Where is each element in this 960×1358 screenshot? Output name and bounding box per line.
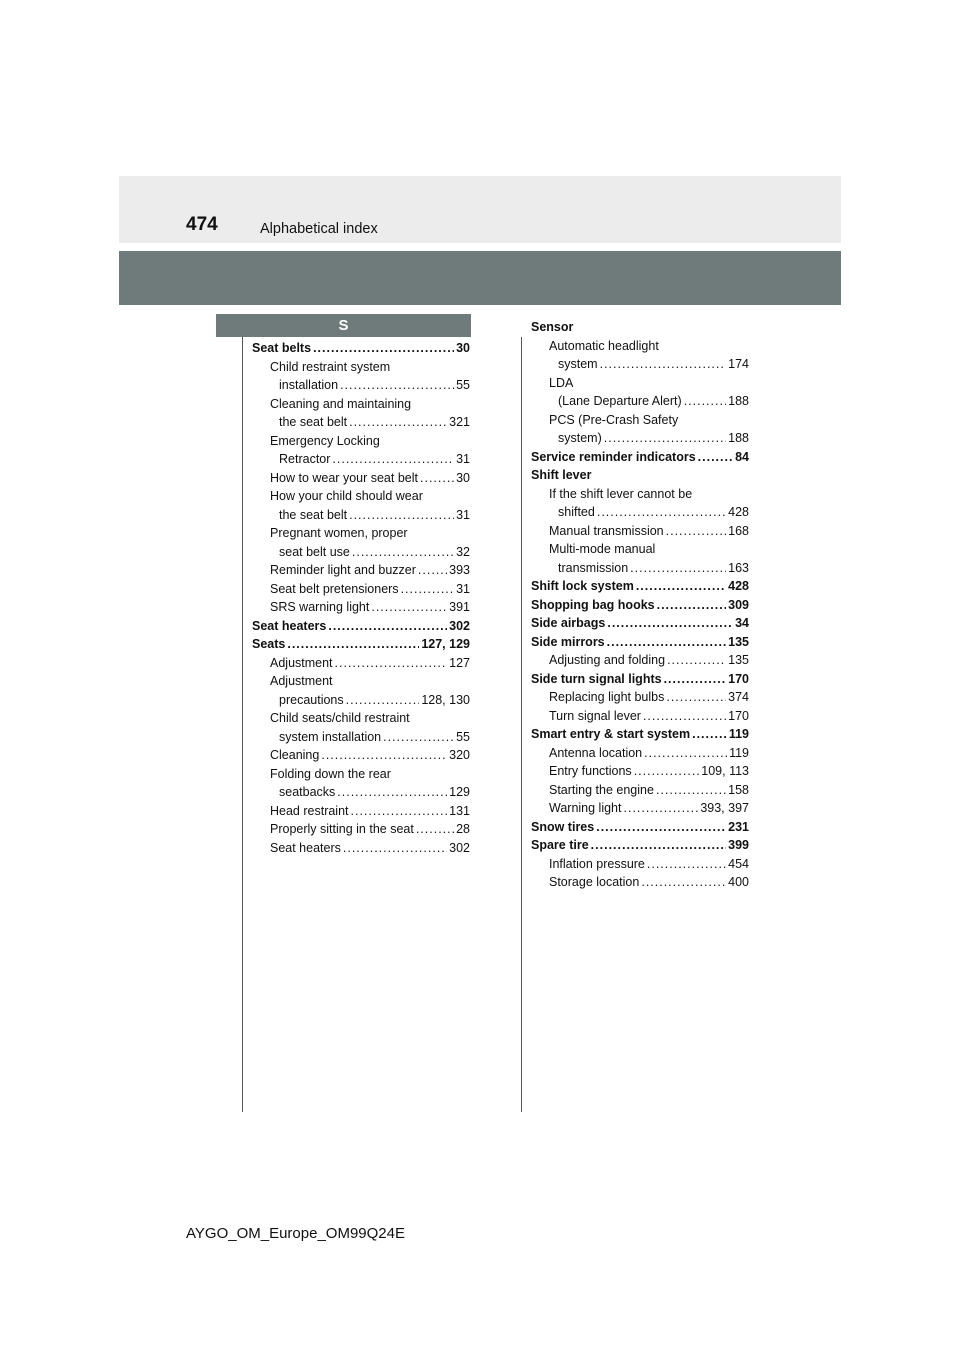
index-entry (531, 448, 749, 467)
index-entry (531, 503, 749, 522)
index-page-ref: 129 (449, 785, 470, 799)
index-entry (252, 783, 470, 802)
index-term: Seat belt pretensioners (270, 581, 399, 596)
index-page-ref: 309 (728, 597, 749, 612)
dot-leader (636, 577, 726, 596)
index-page-ref: 55 (456, 378, 470, 392)
index-entry (531, 818, 749, 837)
index-entry: LDA (549, 375, 574, 390)
index-entry (531, 522, 749, 541)
index-page-ref: 31 (456, 452, 470, 466)
index-entry (252, 746, 470, 765)
index-page-ref: 391 (449, 600, 470, 614)
index-term: Manual transmission (549, 523, 664, 538)
dot-leader (634, 762, 700, 781)
index-entry: Emergency Locking (270, 433, 380, 448)
index-term: Seat heaters (252, 618, 327, 633)
index-page-ref: 399 (728, 838, 749, 852)
index-term: Smart entry & start system (531, 727, 691, 741)
dot-leader (607, 633, 727, 652)
index-page-ref: 109, 113 (701, 764, 749, 778)
index-entry (252, 654, 470, 673)
index-entry: Child restraint system (270, 359, 391, 374)
index-page-ref: 428 (728, 579, 749, 593)
dot-leader (328, 617, 447, 636)
index-term: Service reminder indicators (531, 449, 696, 464)
index-page-ref: 400 (728, 875, 749, 889)
index-term: system installation (279, 729, 382, 744)
index-entry (252, 598, 470, 617)
index-entry: Adjustment (270, 674, 333, 688)
index-entry: How your child should wear (270, 489, 423, 503)
index-entry: Shift lever (531, 468, 592, 482)
index-term: Warning light (549, 801, 622, 815)
index-term: Adjustment (270, 655, 333, 670)
index-entry (531, 392, 749, 411)
index-term: Properly sitting in the seat (270, 822, 414, 836)
index-entry (531, 799, 749, 818)
index-entry (531, 688, 749, 707)
index-entry (531, 355, 749, 374)
index-page-ref: 320 (449, 748, 470, 762)
index-term: system (558, 357, 598, 371)
dot-leader (335, 654, 448, 673)
index-page-ref: 135 (728, 634, 749, 649)
index-page-ref: 128, 130 (421, 692, 470, 707)
index-page-ref: 55 (456, 729, 470, 744)
index-entry (252, 450, 470, 469)
index-entry (531, 873, 749, 892)
index-column-right (531, 318, 749, 892)
index-entry (252, 543, 470, 562)
index-term: SRS warning light (270, 600, 370, 614)
index-term: Inflation pressure (549, 856, 645, 871)
index-term: Adjusting and folding (549, 653, 666, 667)
index-term: Shift lock system (531, 579, 634, 593)
index-page-ref: 30 (456, 470, 470, 485)
left-column-rule (242, 337, 243, 1112)
page-number: 474 (186, 214, 218, 235)
index-term: Reminder light and buzzer (270, 563, 416, 577)
index-page-ref: 428 (728, 505, 749, 519)
index-entry: Child seats/child restraint (270, 711, 410, 725)
index-entry (252, 728, 470, 747)
index-entry (531, 429, 749, 448)
index-page-ref: 302 (449, 840, 470, 855)
dot-leader (349, 413, 447, 432)
index-entry: If the shift lever cannot be (549, 486, 693, 501)
dot-leader (667, 651, 726, 670)
index-term: Snow tires (531, 819, 595, 834)
index-page-ref: 454 (728, 856, 749, 871)
index-page-ref: 170 (728, 708, 749, 723)
index-term: Seat heaters (270, 840, 341, 855)
index-entry (531, 725, 749, 744)
index-entry (252, 413, 470, 432)
dot-leader (591, 836, 726, 855)
index-term: Replacing light bulbs (549, 690, 665, 704)
index-entry (252, 820, 470, 839)
index-entry (531, 559, 749, 578)
index-entry (531, 781, 749, 800)
index-term: the seat belt (279, 507, 348, 522)
dot-leader (692, 725, 727, 744)
index-page-ref: 393, 397 (700, 801, 749, 815)
dot-leader (666, 688, 726, 707)
header-band (119, 176, 841, 243)
index-term: system) (558, 431, 602, 445)
index-entry (531, 670, 749, 689)
index-term: transmission (558, 560, 629, 575)
index-entry (252, 635, 470, 654)
dot-leader (597, 503, 726, 522)
index-page-ref: 231 (728, 819, 749, 834)
index-entry (531, 633, 749, 652)
dot-leader (287, 635, 419, 654)
index-entry (531, 744, 749, 763)
index-term: Antenna location (549, 745, 643, 760)
index-entry (252, 469, 470, 488)
dot-leader (644, 744, 727, 763)
index-term: Shopping bag hooks (531, 597, 655, 612)
index-entry (531, 707, 749, 726)
dot-leader (401, 580, 455, 599)
index-page-ref: 119 (729, 745, 749, 760)
index-page-ref: 32 (456, 544, 470, 559)
index-term: precautions (279, 692, 344, 707)
index-term: Side turn signal lights (531, 671, 662, 686)
dot-leader (352, 543, 454, 562)
index-entry (531, 614, 749, 633)
dot-leader (666, 522, 727, 541)
index-page-ref: 168 (728, 523, 749, 538)
index-entry (531, 762, 749, 781)
index-entry (252, 839, 470, 858)
index-entry: Multi-mode manual (549, 542, 656, 556)
index-term: the seat belt (279, 415, 348, 429)
index-letter-heading: S (216, 314, 471, 337)
dot-leader (349, 506, 454, 525)
dot-leader (600, 355, 727, 374)
index-page-ref: 84 (735, 449, 749, 464)
dot-leader (698, 448, 733, 467)
dot-leader (343, 839, 447, 858)
index-page-ref: 135 (728, 653, 749, 667)
index-term: Seats (252, 637, 286, 651)
index-page-ref: 28 (456, 822, 470, 836)
index-entry (252, 561, 470, 580)
dot-leader (340, 376, 454, 395)
index-entry (531, 836, 749, 855)
dot-leader (641, 873, 726, 892)
index-term: Turn signal lever (549, 708, 641, 723)
index-term: Side mirrors (531, 634, 605, 649)
index-entry: Automatic headlight (549, 338, 659, 353)
dot-leader (346, 691, 420, 710)
index-page-ref: 127, 129 (421, 637, 470, 651)
dot-leader (416, 820, 454, 839)
dot-leader (624, 799, 699, 818)
index-page-ref: 31 (456, 507, 470, 522)
index-term: seatbacks (279, 785, 336, 799)
index-page-ref: 188 (728, 431, 749, 445)
index-entry: Pregnant women, proper (270, 526, 408, 540)
index-entry (252, 376, 470, 395)
index-term: Entry functions (549, 764, 632, 778)
index-term: seat belt use (279, 544, 350, 559)
index-entry (531, 651, 749, 670)
right-column-rule (521, 337, 522, 1112)
dot-leader (337, 783, 447, 802)
index-page-ref: 31 (456, 581, 470, 596)
index-entry: Folding down the rear (270, 766, 391, 781)
document-footer: AYGO_OM_Europe_OM99Q24E (186, 1225, 405, 1242)
index-entry (252, 339, 470, 358)
index-term: How to wear your seat belt (270, 470, 418, 485)
dot-leader (657, 596, 727, 615)
index-entry: Sensor (531, 320, 574, 334)
index-page-ref: 163 (728, 560, 749, 575)
index-entry (531, 855, 749, 874)
dot-leader (420, 469, 454, 488)
index-entry (531, 577, 749, 596)
index-term: Retractor (279, 452, 331, 466)
index-page-ref: 30 (456, 341, 470, 355)
index-column-left (252, 339, 470, 857)
index-term: shifted (558, 505, 595, 519)
index-entry (252, 802, 470, 821)
index-term: Side airbags (531, 616, 606, 630)
index-page-ref: 374 (728, 690, 749, 704)
dot-leader (643, 707, 726, 726)
index-page-ref: 321 (449, 415, 470, 429)
index-page-ref: 302 (449, 618, 470, 633)
index-entry: Cleaning and maintaining (270, 396, 412, 411)
index-term: (Lane Departure Alert) (558, 394, 682, 408)
index-term: Head restraint (270, 803, 349, 818)
index-entry (252, 506, 470, 525)
index-term: Storage location (549, 875, 640, 889)
index-term: installation (279, 378, 339, 392)
index-page-ref: 393 (449, 563, 470, 577)
index-entry (531, 596, 749, 615)
dot-leader (604, 429, 726, 448)
dot-leader (383, 728, 454, 747)
dot-leader (630, 559, 726, 578)
dot-leader (313, 339, 454, 358)
dot-leader (371, 598, 447, 617)
dot-leader (418, 561, 447, 580)
index-page-ref: 158 (728, 782, 749, 797)
index-term: Spare tire (531, 838, 589, 852)
section-title: Alphabetical index (260, 221, 378, 237)
grey-banner (119, 251, 841, 305)
dot-leader (351, 802, 448, 821)
dot-leader (664, 670, 727, 689)
index-page-ref: 131 (449, 803, 470, 818)
index-page-ref: 188 (728, 394, 749, 408)
dot-leader (607, 614, 733, 633)
index-page-ref: 170 (728, 671, 749, 686)
dot-leader (332, 450, 454, 469)
index-page-ref: 34 (735, 616, 749, 630)
dot-leader (656, 781, 726, 800)
dot-leader (647, 855, 726, 874)
index-term: Seat belts (252, 341, 312, 355)
index-entry (252, 691, 470, 710)
index-entry: PCS (Pre-Crash Safety (549, 412, 679, 427)
index-term: Starting the engine (549, 782, 654, 797)
index-page-ref: 119 (728, 727, 749, 741)
dot-leader (321, 746, 447, 765)
index-page-ref: 174 (728, 357, 749, 371)
dot-leader (684, 392, 726, 411)
dot-leader (596, 818, 726, 837)
index-entry (252, 580, 470, 599)
index-entry (252, 617, 470, 636)
index-term: Cleaning (270, 748, 320, 762)
index-page-ref: 127 (449, 655, 470, 670)
